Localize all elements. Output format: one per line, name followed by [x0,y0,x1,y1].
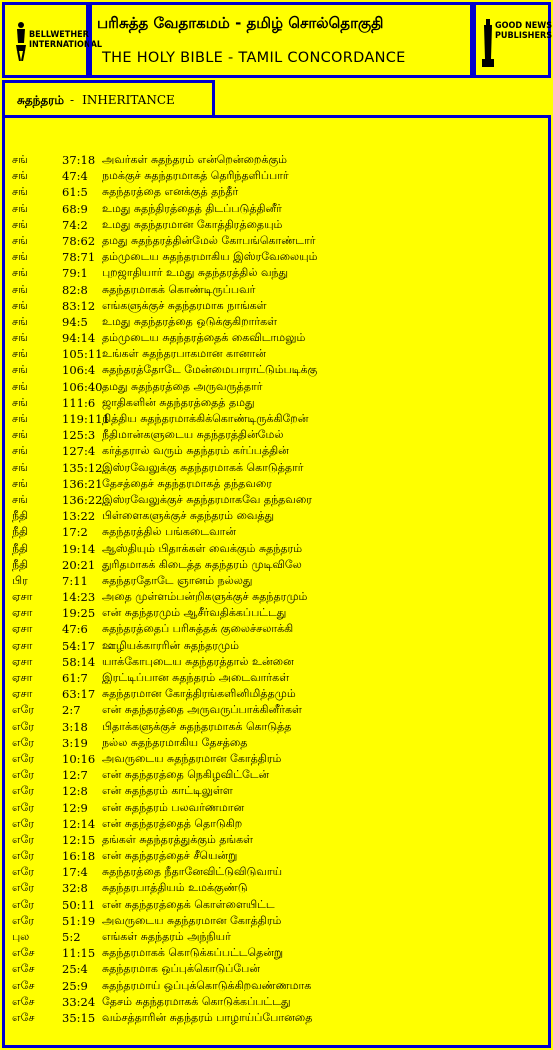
entry-book: எரே [12,897,35,911]
entry-book: சங் [12,314,28,328]
entry-book: நீதி [12,557,29,571]
list-item [12,411,542,427]
entry-book: எரே [12,881,35,895]
entry-reference: 68:9 [62,201,88,216]
list-item [12,152,542,168]
entry-text: தேசம் சுதந்தரமாகக் கொடுக்கப்பட்டது [102,994,291,1008]
list-item [12,913,542,929]
entry-text: என் சுதந்தரத்தை அருவருப்பாக்கினீர்கள் [102,703,302,717]
entry-book: புல [12,930,30,943]
entry-book: சங் [12,169,28,183]
entry-book: சங் [12,153,28,166]
entry-text: கர்த்தரால் வரும் சுதந்தரம் கர்ப்பத்தின் [102,444,289,458]
entry-book: சங் [12,250,28,264]
title-english: THE HOLY BIBLE - TAMIL CONCORDANCE [102,50,406,66]
list-item [12,767,542,783]
list-item [12,460,542,476]
list-item [12,621,542,637]
entry-book: சங் [12,185,28,199]
entry-reference: 127:4 [62,444,96,459]
entry-book: எசே [12,994,35,1008]
entry-book: ஏசா [12,687,33,701]
entry-reference: 25:9 [62,978,88,993]
entry-reference: 12:9 [62,800,88,815]
list-item [12,686,542,702]
list-item [12,670,542,686]
entry-text: ஆஸ்தியும் பிதாக்கள் வைக்கும் சுதந்தரம் [102,541,303,555]
entry-text: என் சுதந்தரத்தைக் கொள்ளையிட்ட [102,897,275,911]
entry-reference: 54:17 [62,638,96,653]
entry-text: சுதந்தரத்தை நீதானேவிட்டுவிடுவாய் [102,865,283,879]
entry-book: நீதி [12,525,29,539]
entry-book: சங் [12,217,28,231]
list-item [12,719,542,735]
entry-book: சங் [12,331,28,345]
list-item [12,654,542,670]
entry-text: நல்ல சுதந்தரமாகிய தேசத்தை [102,735,248,749]
entry-text: என் சுதந்தரத்தைத் தொடுகிற [102,816,243,830]
list-item [12,492,542,508]
entry-text: சுதந்தரமாகக் கொண்டிருப்பவர் [102,282,256,296]
list-item [12,476,542,492]
subject-english: INHERITANCE [82,93,175,107]
list-item [12,265,542,281]
list-item [12,605,542,621]
list-item [12,249,542,265]
entry-text: தங்கள் சுதந்தரத்துக்கும் தங்கள் [102,832,254,846]
entry-book: சங் [12,412,28,425]
entry-text: தமது சுதந்தரத்தை அருவருத்தார் [102,379,263,393]
list-item [12,929,542,945]
entry-book: சங் [12,428,28,442]
entry-text: என் சுதந்தரம் காட்டிலுள்ள [102,784,233,798]
entry-book: சங் [12,379,28,393]
entry-text: உங்கள் சுதந்தரபாகமான கானான் [102,347,266,361]
entry-text: அவருடைய சுதந்தரமான கோத்திரம் [102,751,282,765]
entry-list [12,152,542,1026]
list-item [12,282,542,298]
entry-reference: 63:17 [62,687,96,702]
title-box [89,2,473,78]
list-item [12,638,542,654]
entry-reference: 13:22 [62,509,96,524]
entry-reference: 83:12 [62,298,96,313]
entry-book: ஏசா [12,606,33,620]
list-item [12,978,542,994]
entry-text: இஸ்ரவேலுக்குச் சுதந்தரமாகவே தந்தவரை [102,492,312,506]
entry-text: சுதந்தரமாக ஒப்புக்கொடுப்பேன் [102,962,261,976]
list-item [12,298,542,314]
entry-reference: 12:14 [62,816,96,831]
entry-book: நீதி [12,509,29,523]
entry-book: ஏசா [12,654,33,668]
entry-reference: 78:62 [62,233,96,248]
entry-reference: 10:16 [62,751,96,766]
subject-dash: - [70,93,75,107]
list-item [12,751,542,767]
entry-reference: 50:11 [62,897,96,912]
entry-reference: 37:18 [62,153,96,167]
entry-book: எரே [12,865,35,879]
entry-book: சங் [12,298,28,312]
right-publisher-name: GOOD NEWS PUBLISHERS [495,21,553,41]
list-item [12,330,542,346]
entry-reference: 136:21 [62,476,103,491]
entry-book: நீதி [12,541,29,555]
entry-book: ஏசா [12,622,33,636]
entry-text: சுதந்தரத்தைப் பரிசுத்தக் குலைச்சலாக்கி [102,622,294,636]
entry-reference: 7:11 [62,573,88,588]
list-item [12,961,542,977]
entry-book: எரே [12,913,35,927]
entry-text: எங்கள் சுதந்தரம் அந்நியர் [102,930,231,943]
entry-reference: 47:6 [62,622,88,637]
entry-book: எசே [12,978,35,992]
entry-book: சங் [12,395,28,409]
entry-book: எரே [12,784,35,798]
list-item [12,735,542,751]
entry-reference: 94:5 [62,314,88,329]
entry-book: எரே [12,735,35,749]
entry-book: எசே [12,946,35,960]
entry-text: உமது சுதந்தரத்தை ஒடுக்குகிறார்கள் [102,314,278,328]
entry-text: வம்சத்தாரின் சுதந்தரம் பாழாய்ப்போனதை [102,1010,313,1024]
entry-reference: 82:8 [62,282,88,297]
entry-reference: 12:8 [62,784,88,799]
entry-book: சங் [12,201,28,215]
subject-heading [17,93,175,109]
list-item [12,184,542,200]
entry-reference: 12:7 [62,768,88,783]
entry-text: சுதந்தரத்தில் பங்கடைவான் [102,525,237,539]
list-item [12,589,542,605]
list-item [12,702,542,718]
entry-book: எரே [12,816,35,830]
entry-book: எரே [12,768,35,782]
list-item [12,880,542,896]
entry-reference: 3:18 [62,719,88,734]
list-item [12,314,542,330]
entry-text: அவருடைய சுதந்தரமான கோத்திரம் [102,913,282,927]
list-item [12,508,542,524]
entry-text: அதை முள்ளம்பன்றிகளுக்குச் சுதந்தரமும் [102,590,308,604]
list-item [12,443,542,459]
entry-reference: 16:18 [62,849,96,864]
entry-reference: 2:7 [62,703,81,718]
list-item [12,783,542,799]
entry-book: எசே [12,1010,35,1024]
entry-book: பிர [12,573,28,587]
entry-text: சுதந்தரதோடே ஞானம் நல்லது [102,573,253,587]
subject-box [2,80,215,118]
list-item [12,994,542,1010]
entry-reference: 111:6 [62,395,96,410]
entry-book: சங் [12,476,28,490]
entry-text: உமது சுதந்தரமான கோத்திரத்தையும் [102,217,283,231]
entry-book: சங் [12,266,28,280]
entry-text: தேசத்தைச் சுதந்தரமாகத் தந்தவரை [102,476,272,490]
left-publisher-name: BELLWETHER INTERNATIONAL [29,30,103,50]
entry-book: எரே [12,849,35,863]
entry-reference: 25:4 [62,962,88,977]
entry-book: ஏசா [12,590,33,604]
entry-text: சுதந்தரமாய் ஒப்புக்கொடுக்கிறவண்ணமாக [102,978,312,992]
entry-text: பிள்ளைகளுக்குச் சுதந்தரம் வைத்து [102,509,275,523]
entry-text: தம்முடைய சுதந்தரமாகிய இஸ்ரவேலையும் [102,250,318,264]
entry-reference: 32:8 [62,881,88,896]
list-item [12,800,542,816]
entry-reference: 17:2 [62,525,88,540]
entry-book: ஏசா [12,638,33,652]
entry-text: என் சுதந்தரத்தைச் சீயென்று [102,849,238,863]
list-item [12,945,542,961]
entry-reference: 105:11 [62,347,103,362]
entry-reference: 35:15 [62,1010,96,1025]
entry-book: சங் [12,363,28,377]
entry-book: சங் [12,460,28,474]
entry-reference: 119:111 [62,412,110,426]
entry-book: சங் [12,347,28,361]
entry-reference: 51:19 [62,913,96,928]
entry-reference: 58:14 [62,654,96,669]
left-publisher-box [2,2,103,78]
list-item [12,201,542,217]
list-item [12,541,542,557]
entry-book: எரே [12,703,35,717]
entry-reference: 78:71 [62,250,96,265]
entry-book: சங் [12,492,28,506]
list-item [12,233,542,249]
list-item [12,168,542,184]
list-item [12,217,542,233]
entry-reference: 11:15 [62,946,96,961]
entry-text: என் சுதந்தரத்தை நெகிழவிட்டேன் [102,768,270,782]
entry-text: உமது சுதந்திரத்தைத் திடப்படுத்தினீர் [102,201,282,215]
entry-text: ஜாதிகளின் சுதந்தரத்தைத் தமது [102,395,255,409]
entry-reference: 19:25 [62,606,96,621]
list-item [12,897,542,913]
entry-text: சுதந்தரமான கோத்திரங்களினிமித்தமும் [102,687,296,701]
entry-text: இரட்டிப்பான சுதந்தரம் அடைவார்கள் [102,671,290,684]
entry-text: சுதந்தரபாத்தியம் உமக்குண்டு [102,881,248,895]
list-item [12,848,542,864]
entry-text: நித்திய சுதந்தரமாக்கிக்கொண்டிருக்கிறேன் [102,412,309,425]
list-item [12,864,542,880]
entry-text: யாக்கோபுடைய சுதந்தரத்தால் உன்னை [102,654,294,668]
entry-reference: 74:2 [62,217,88,232]
entry-text: இஸ்ரவேலுக்கு சுதந்தரமாகக் கொடுத்தார் [102,460,304,474]
entry-reference: 136:22 [62,492,103,507]
list-item [12,524,542,540]
entry-reference: 135:12 [62,460,103,475]
entry-book: எரே [12,832,35,846]
entry-text: சுதந்தரமாகக் கொடுக்கப்பட்டதென்று [102,946,284,960]
entry-reference: 106:4 [62,363,96,378]
entry-reference: 3:19 [62,735,88,750]
entry-text: நீதிமான்களுடைய சுதந்தரத்தின்மேல் [102,428,284,442]
list-item [12,346,542,362]
entry-text: சுதந்தரத்தை எனக்குத் தந்தீர் [102,185,239,199]
entry-text: சுதந்தரத்தோடே மேன்மைபாராட்டும்படிக்கு [102,363,318,377]
entry-text: என் சுதந்தரம் பலவர்ணமான [102,800,245,814]
entry-book: எரே [12,751,35,765]
list-item [12,573,542,589]
entry-text: தம்முடைய சுதந்தரத்தைக் கைவிடாமலும் [102,331,306,345]
entry-book: எரே [12,719,35,733]
entry-reference: 125:3 [62,428,96,443]
entry-text: துரிதமாகக் கிடைத்த சுதந்தரம் முடிவிலே [102,557,302,571]
entry-book: சங் [12,444,28,458]
entry-book: ஏசா [12,671,33,684]
entry-text: பிதாக்களுக்குச் சுதந்தரமாகக் கொடுத்த [102,719,292,733]
entry-reference: 20:21 [62,557,96,572]
entry-text: அவர்கள் சுதந்தரம் என்றென்றைக்கும் [102,153,288,166]
entry-reference: 12:15 [62,832,96,847]
list-item [12,362,542,378]
list-item [12,395,542,411]
entry-reference: 106:40 [62,379,103,394]
entry-reference: 5:2 [62,930,81,944]
entry-reference: 61:5 [62,185,88,200]
list-item [12,816,542,832]
entry-book: சங் [12,282,28,296]
entry-text: நமக்குச் சுதந்தரமாகத் தெரிந்தளிப்பார் [102,169,289,183]
entry-reference: 61:7 [62,671,88,685]
entry-text: தமது சுதந்தரத்தின்மேல் கோபங்கொண்டார் [102,233,316,247]
list-item [12,1010,542,1026]
entry-reference: 33:24 [62,994,96,1009]
list-item [12,832,542,848]
entry-text: எங்களுக்குச் சுதந்தரமாக நாங்கள் [102,298,267,312]
title-tamil: பரிசுத்த வேதாகமம் - தமிழ் சொல்தொகுதி [97,14,384,32]
subject-tamil: சுதந்தரம் [17,93,65,107]
entry-reference: 17:4 [62,865,88,880]
entry-book: சங் [12,233,28,247]
entry-reference: 94:14 [62,331,96,346]
entry-reference: 79:1 [62,266,88,281]
entry-reference: 47:4 [62,169,88,184]
right-publisher-box [473,2,551,78]
entry-book: எசே [12,962,35,976]
entry-book: எரே [12,800,35,814]
list-item [12,557,542,573]
entry-reference: 19:14 [62,541,96,556]
entry-text: ஊழியக்காரரின் சுதந்தரமும் [102,638,240,652]
list-item [12,379,542,395]
list-item [12,427,542,443]
entry-text: புறஜாதியார் உமது சுதந்தரத்தில் வந்து [102,266,289,280]
entry-reference: 14:23 [62,590,96,605]
entry-text: என் சுதந்தரமும் ஆசீர்வதிக்கப்பட்டது [102,606,287,620]
